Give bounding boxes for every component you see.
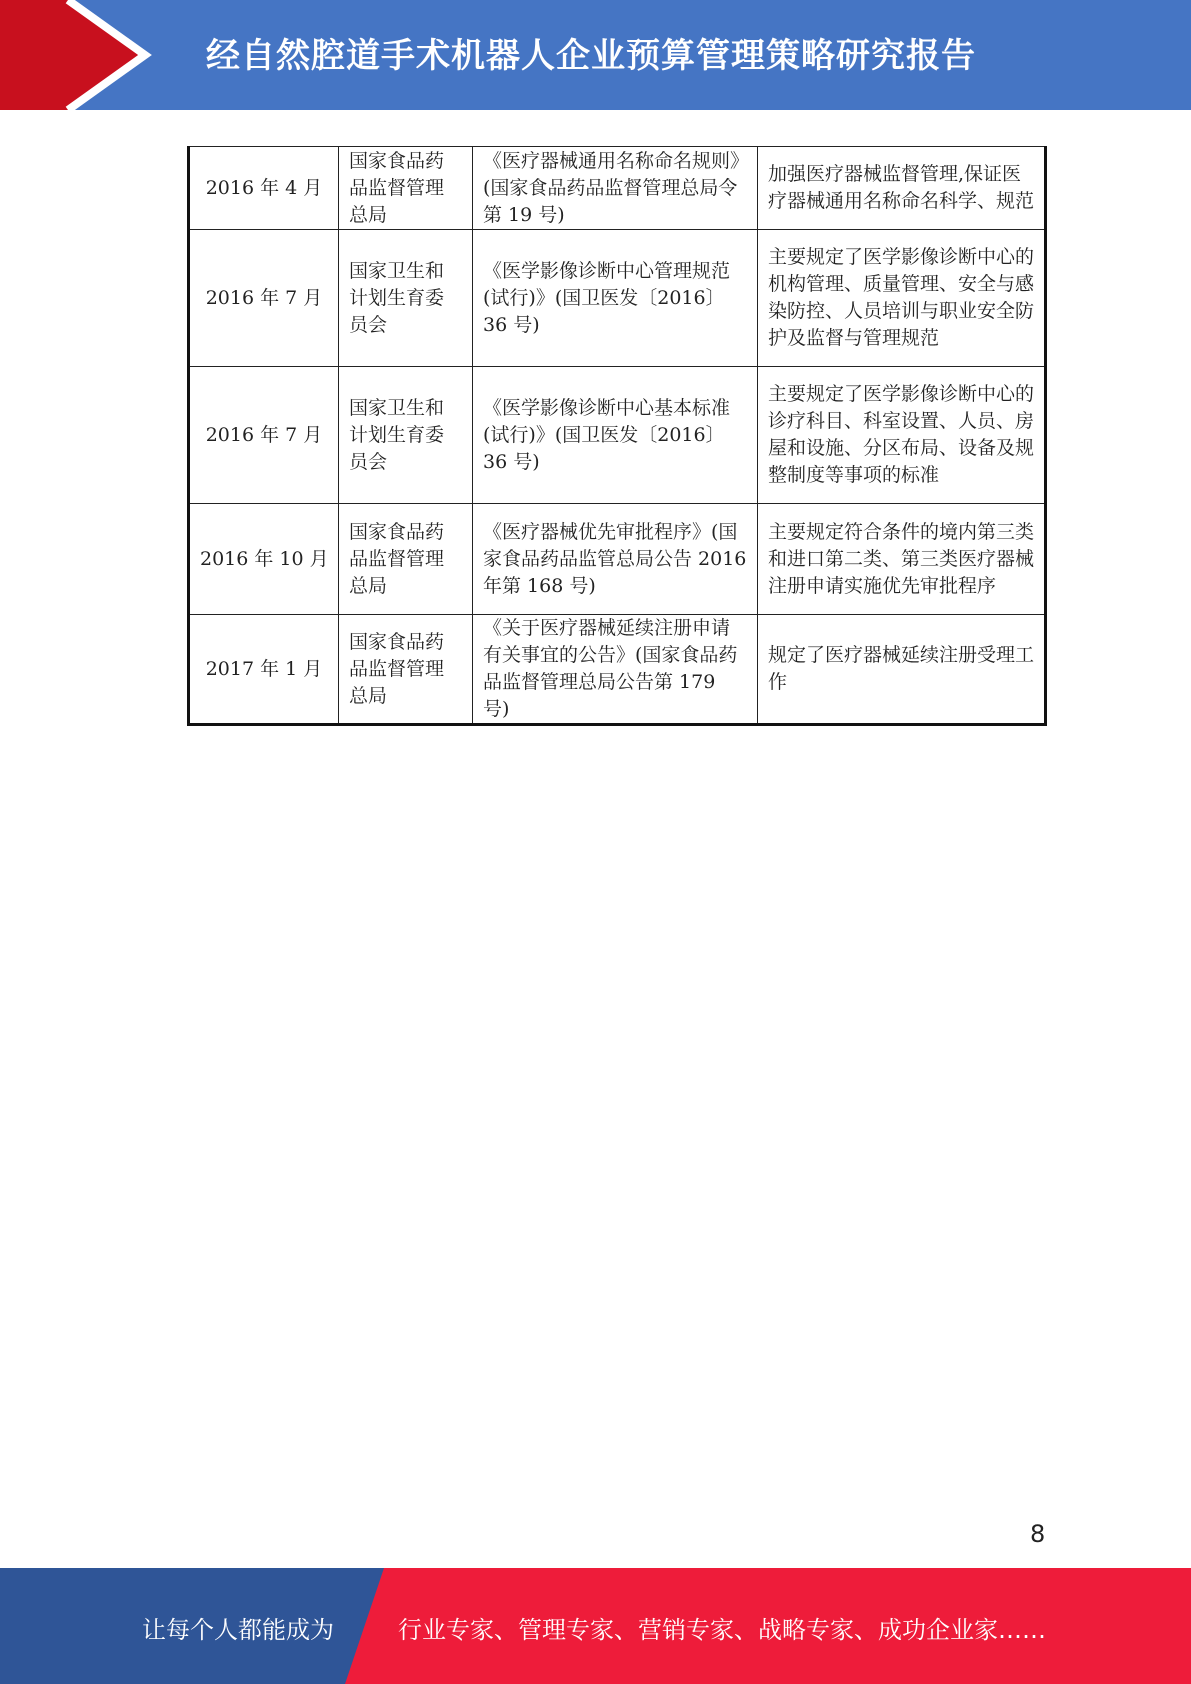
cell-document: 《医学影像诊断中心基本标准(试行)》(国卫医发〔2016〕36 号) xyxy=(473,367,758,504)
regulation-table-container xyxy=(187,140,1044,727)
cell-agency: 国家卫生和计划生育委员会 xyxy=(339,230,473,367)
page-number: 8 xyxy=(1030,1520,1046,1548)
cell-document: 《医学影像诊断中心管理规范(试行)》(国卫医发〔2016〕36 号) xyxy=(473,230,758,367)
cell-date: 2016 年 7 月 xyxy=(189,230,339,367)
table-row xyxy=(189,615,1046,725)
cell-document: 《关于医疗器械延续注册申请有关事宜的公告》(国家食品药品监督管理总局公告第 179 号) xyxy=(473,615,758,725)
cell-date: 2016 年 7 月 xyxy=(189,367,339,504)
cell-date: 2017 年 1 月 xyxy=(189,615,339,725)
cell-document: 《医疗器械优先审批程序》(国家食品药品监管总局公告 2016 年第 168 号) xyxy=(473,504,758,615)
cell-date: 2016 年 4 月 xyxy=(189,147,339,230)
regulation-table xyxy=(187,146,1047,726)
report-footer xyxy=(0,1568,1191,1684)
cell-content: 加强医疗器械监督管理,保证医疗器械通用名称命名科学、规范 xyxy=(758,147,1046,230)
cell-agency: 国家食品药品监督管理总局 xyxy=(339,147,473,230)
table-row xyxy=(189,504,1046,615)
cell-agency: 国家卫生和计划生育委员会 xyxy=(339,367,473,504)
cell-agency: 国家食品药品监督管理总局 xyxy=(339,504,473,615)
table-row xyxy=(189,230,1046,367)
cell-date: 2016 年 10 月 xyxy=(189,504,339,615)
cell-content: 主要规定符合条件的境内第三类和进口第二类、第三类医疗器械注册申请实施优先审批程序 xyxy=(758,504,1046,615)
cell-content: 规定了医疗器械延续注册受理工作 xyxy=(758,615,1046,725)
report-header xyxy=(0,0,1191,110)
cell-content: 主要规定了医学影像诊断中心的诊疗科目、科室设置、人员、房屋和设施、分区布局、设备及规整制度等事项的标准 xyxy=(758,367,1046,504)
cell-content: 主要规定了医学影像诊断中心的机构管理、质量管理、安全与感染防控、人员培训与职业安全防护及监督与管理规范 xyxy=(758,230,1046,367)
cell-document: 《医疗器械通用名称命名规则》(国家食品药品监督管理总局令第 19 号) xyxy=(473,147,758,230)
report-title: 经自然腔道手术机器人企业预算管理策略研究报告 xyxy=(206,36,976,76)
footer-slogan-right: 行业专家、管理专家、营销专家、战略专家、成功企业家…… xyxy=(398,1616,1046,1644)
cell-agency: 国家食品药品监督管理总局 xyxy=(339,615,473,725)
header-arrow-decoration xyxy=(0,0,160,110)
table-row xyxy=(189,147,1046,230)
table-row xyxy=(189,367,1046,504)
footer-slogan-left: 让每个人都能成为 xyxy=(142,1616,334,1644)
